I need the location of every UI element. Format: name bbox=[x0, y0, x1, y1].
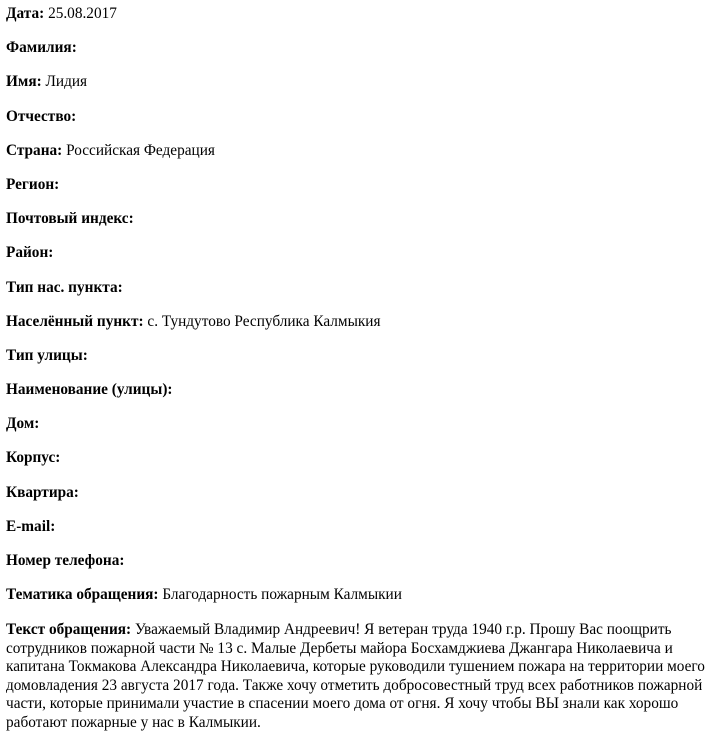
field-value: Российская Федерация bbox=[66, 141, 215, 159]
field-subject bbox=[6, 585, 716, 604]
field-label: E-mail: bbox=[6, 517, 56, 535]
field-label: Район: bbox=[6, 244, 54, 262]
field-apartment bbox=[6, 483, 716, 502]
field-patronymic bbox=[6, 107, 716, 126]
field-label: Дом: bbox=[6, 415, 40, 433]
field-value: Лидия bbox=[45, 73, 88, 91]
field-region bbox=[6, 175, 716, 194]
field-label: Страна: bbox=[6, 141, 63, 159]
field-label: Тематика обращения: bbox=[6, 586, 159, 604]
field-label: Имя: bbox=[6, 73, 42, 91]
field-label: Наименование (улицы): bbox=[6, 381, 173, 399]
field-value: 25.08.2017 bbox=[48, 5, 117, 22]
field-house bbox=[6, 414, 716, 433]
field-label: Дата: bbox=[6, 5, 45, 22]
field-label: Регион: bbox=[6, 175, 60, 193]
field-email bbox=[6, 517, 716, 536]
field-date bbox=[6, 4, 716, 23]
field-country bbox=[6, 141, 716, 160]
field-label: Номер телефона: bbox=[6, 552, 125, 569]
field-label: Фамилия: bbox=[6, 39, 77, 57]
field-postal-code bbox=[6, 209, 716, 228]
field-street-name bbox=[6, 380, 716, 399]
field-label: Населённый пункт: bbox=[6, 312, 144, 330]
message-label: Текст обращения: bbox=[6, 621, 132, 639]
field-value: Благодарность пожарным Калмыкии bbox=[162, 586, 402, 604]
field-first-name bbox=[6, 72, 716, 91]
field-label: Тип улицы: bbox=[6, 346, 88, 364]
field-surname bbox=[6, 38, 716, 57]
field-settlement bbox=[6, 312, 716, 331]
field-district bbox=[6, 243, 716, 262]
field-label: Почтовый индекс: bbox=[6, 210, 134, 228]
field-message bbox=[6, 621, 710, 732]
field-value: с. Тундутово Республика Калмыкия bbox=[147, 312, 381, 330]
field-label: Квартира: bbox=[6, 483, 79, 501]
field-label: Корпус: bbox=[6, 449, 61, 467]
field-street-type bbox=[6, 346, 716, 365]
field-phone bbox=[6, 551, 716, 570]
field-label: Тип нас. пункта: bbox=[6, 278, 123, 296]
field-settlement-type bbox=[6, 278, 716, 297]
field-building bbox=[6, 448, 716, 467]
message-text: Уважаемый Владимир Андреевич! Я ветеран труда 1940 г.р. Прошу Вас поощрить сотрудников пожарной части № 13 с. Малые Дербеты майора Босхамджиева Джангара Николаевича и капитана Токмакова Александра Николаевича, которые руководили тушением пожара на территории моего домовладения 23 августа 2017 года. Также хочу отметить добросовестный труд всех работников пожарной части, которые принимали участие в спасении моего дома от огня. Я хочу чтобы ВЫ знали как хорошо работают пожарные у нас в Калмыкии. bbox=[6, 621, 705, 731]
field-label: Отчество: bbox=[6, 107, 77, 125]
